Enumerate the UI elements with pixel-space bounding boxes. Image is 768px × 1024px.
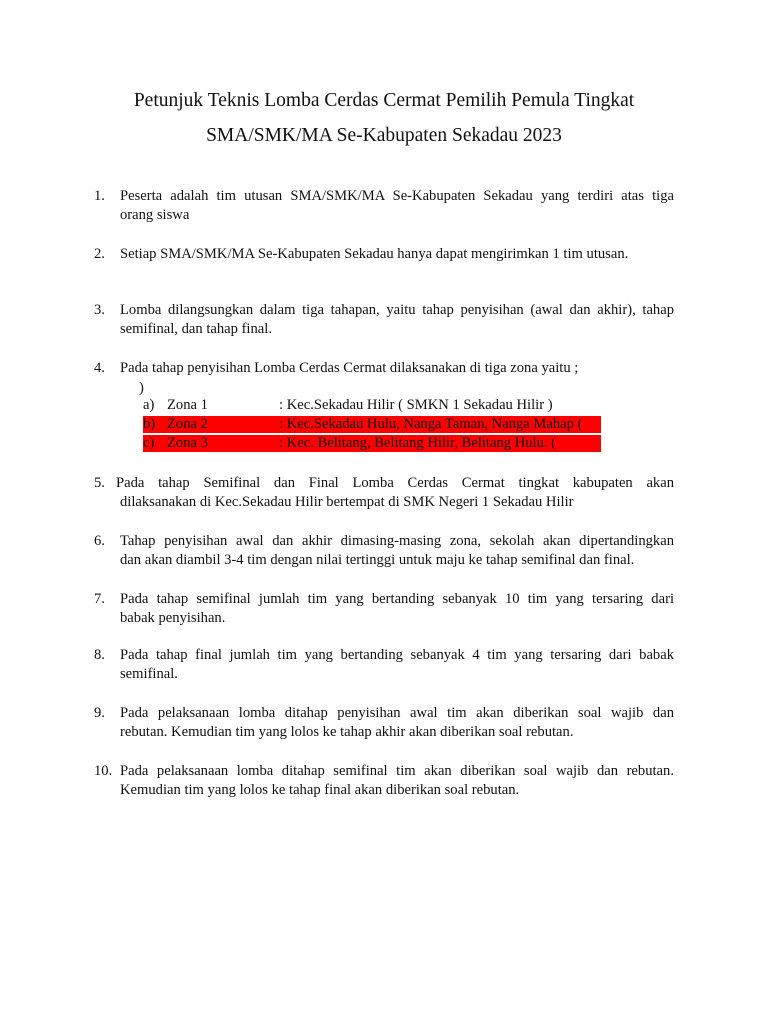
zone-detail: : Kec.Sekadau Hulu, Nanga Taman, Nanga Mahap ( bbox=[279, 416, 583, 432]
list-item-line: Setiap SMA/SMK/MA Se-Kabupaten Sekadau hanya dapat mengirimkan 1 tim utusan. bbox=[120, 246, 629, 262]
list-item-number: 9. bbox=[94, 705, 105, 721]
list-item-line: Lomba dilangsungkan dalam tiga tahapan, yaitu tahap penyisihan (awal dan akhir), tahap bbox=[120, 302, 674, 318]
zone-letter: c) bbox=[143, 435, 155, 451]
list-item-number: 5. bbox=[94, 475, 105, 491]
list-item-number: 6. bbox=[94, 533, 105, 549]
list-item-number: 4. bbox=[94, 360, 105, 376]
list-item-line: babak penyisihan. bbox=[120, 610, 226, 626]
list-item-line: dilaksanakan di Kec.Sekadau Hilir bertempat di SMK Negeri 1 Sekadau Hilir bbox=[120, 494, 574, 510]
list-item-text bbox=[120, 187, 674, 225]
list-item-line: Pada pelaksanaan lomba ditahap penyisihan awal tim akan diberikan soal wajib dan bbox=[120, 705, 674, 721]
list-item-line: rebutan. Kemudian tim yang lolos ke tahap akhir akan diberikan soal rebutan. bbox=[120, 724, 574, 740]
list-item-line: semifinal, dan tahap final. bbox=[120, 321, 272, 337]
list-item-number: 7. bbox=[94, 591, 105, 607]
list-item-text bbox=[120, 590, 674, 628]
list-item-number: 8. bbox=[94, 647, 105, 663]
zone-letter: b) bbox=[143, 416, 156, 432]
list-item-number: 10. bbox=[94, 763, 113, 779]
document-title-line-1: Petunjuk Teknis Lomba Cerdas Cermat Pemilih Pemula Tingkat bbox=[133, 90, 635, 111]
list-item-line: Pada tahap penyisihan Lomba Cerdas Cermat dilaksanakan di tiga zona yaitu ; bbox=[120, 360, 579, 376]
list-item-line: Pada tahap Semifinal dan Final Lomba Cerdas Cermat tingkat kabupaten akan bbox=[116, 475, 674, 491]
list-item-number: 1. bbox=[94, 188, 105, 204]
list-item-line: semifinal. bbox=[120, 666, 178, 682]
item-4-paren: ) bbox=[139, 380, 144, 396]
list-item-text bbox=[120, 704, 674, 742]
list-item-text bbox=[120, 245, 674, 264]
list-item-line: Peserta adalah tim utusan SMA/SMK/MA Se-Kabupaten Sekadau yang terdiri atas tiga bbox=[120, 188, 674, 204]
list-item-number: 2. bbox=[94, 246, 105, 262]
list-item-line: Tahap penyisihan awal dan akhir dimasing-masing zona, sekolah akan dipertandingkan bbox=[120, 533, 674, 549]
zone-row-3-highlighted bbox=[143, 435, 601, 452]
list-item-text bbox=[120, 762, 674, 800]
list-item-number: 3. bbox=[94, 302, 105, 318]
zone-letter: a) bbox=[143, 397, 155, 413]
document-title-line-2: SMA/SMK/MA Se-Kabupaten Sekadau 2023 bbox=[206, 125, 562, 146]
list-item-line: Pada pelaksanaan lomba ditahap semifinal tim akan diberikan soal wajib dan rebutan. bbox=[120, 763, 674, 779]
list-item-text bbox=[120, 359, 674, 378]
list-item-text bbox=[120, 532, 674, 570]
list-item-line: Pada tahap semifinal jumlah tim yang bertanding sebanyak 10 tim yang tersaring dari bbox=[120, 591, 674, 607]
zone-detail: : Kec.Sekadau Hilir ( SMKN 1 Sekadau Hilir ) bbox=[279, 397, 553, 413]
list-item-text bbox=[120, 301, 674, 339]
list-item-line: orang siswa bbox=[120, 207, 190, 223]
list-item-text bbox=[116, 474, 674, 512]
list-item-text bbox=[120, 646, 674, 684]
zone-row-2-highlighted bbox=[143, 416, 601, 433]
zone-name: Zona 1 bbox=[167, 397, 208, 413]
list-item-line: dan akan diambil 3-4 tim dengan nilai tertinggi untuk maju ke tahap semifinal dan final. bbox=[120, 552, 635, 568]
list-item-line: Pada tahap final jumlah tim yang bertanding sebanyak 4 tim yang tersaring dari babak bbox=[120, 647, 674, 663]
list-item-line: Kemudian tim yang lolos ke tahap final akan diberikan soal rebutan. bbox=[120, 782, 520, 798]
zone-name: Zona 3 bbox=[167, 435, 208, 451]
zone-detail: : Kec. Belitang, Belitang Hilir, Belitang Hulu. ( bbox=[279, 435, 557, 451]
zone-name: Zona 2 bbox=[167, 416, 208, 432]
